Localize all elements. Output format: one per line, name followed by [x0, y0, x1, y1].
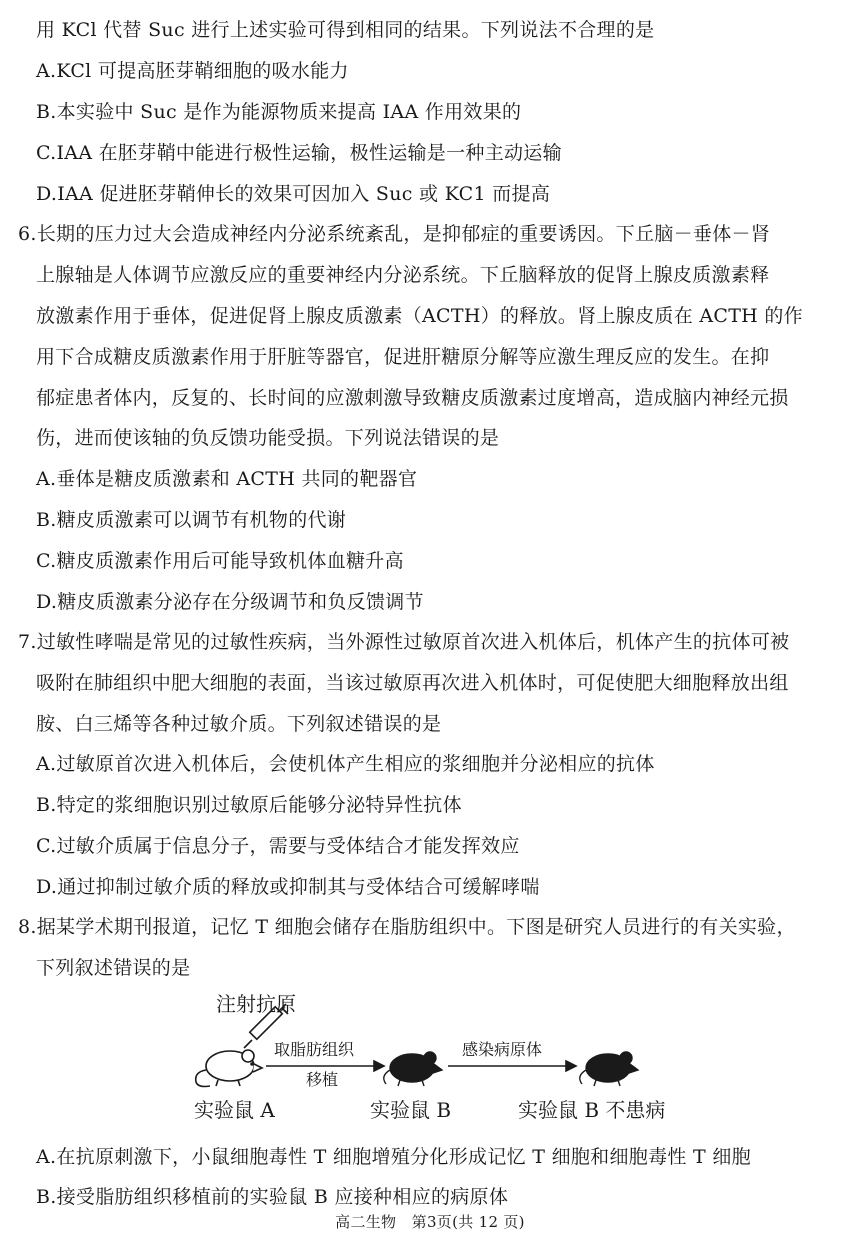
- question-6-option-b: B.糖皮质激素可以调节有机物的代谢: [36, 509, 347, 531]
- mouse-a-label: 实验鼠 A: [194, 1098, 275, 1122]
- question-6-option-d: D.糖皮质激素分泌存在分级调节和负反馈调节: [36, 591, 424, 613]
- question-5-stem-end: 用 KCl 代替 Suc 进行上述实验可得到相同的结果。下列说法不合理的是: [36, 19, 655, 41]
- transplant-label-2: 移植: [306, 1070, 339, 1089]
- question-7-option-a: A.过敏原首次进入机体后，会使机体产生相应的浆细胞并分泌相应的抗体: [36, 753, 655, 775]
- question-8-stem: 8.据某学术期刊报道，记忆 T 细胞会储存在脂肪组织中。下图是研究人员进行的有关实验，: [18, 916, 796, 938]
- question-6-stem-line: 伤，进而使该轴的负反馈功能受损。下列说法错误的是: [36, 427, 500, 449]
- question-6-option-a: A.垂体是糖皮质激素和 ACTH 共同的靶器官: [36, 468, 418, 490]
- black-mouse-icon: [580, 1052, 638, 1086]
- question-8-option-b: B.接受脂肪组织移植前的实验鼠 B 应接种相应的病原体: [36, 1186, 509, 1208]
- mouse-b-result-label: 实验鼠 B 不患病: [518, 1098, 666, 1122]
- arrow-infect: [448, 1061, 576, 1071]
- inject-antigen-label: 注射抗原: [216, 992, 296, 1016]
- question-8-option-a: A.在抗原刺激下，小鼠细胞毒性 T 细胞增殖分化形成记忆 T 细胞和细胞毒性 T 细胞: [36, 1146, 751, 1168]
- infect-label: 感染病原体: [462, 1040, 543, 1059]
- question-7-stem: 7.过敏性哮喘是常见的过敏性疾病，当外源性过敏原首次进入机体后，机体产生的抗体可被: [18, 631, 790, 653]
- question-6-stem-line: 放激素作用于垂体，促进促肾上腺皮质激素（ACTH）的释放。肾上腺皮质在 ACTH 的作: [36, 305, 803, 327]
- question-6-stem-line: 郁症患者体内，反复的、长时间的应激刺激导致糖皮质激素过度增高，造成脑内神经元损: [36, 387, 789, 409]
- question-7-option-d: D.通过抑制过敏介质的释放或抑制其与受体结合可缓解哮喘: [36, 876, 540, 898]
- question-6-option-c: C.糖皮质激素作用后可能导致机体血糖升高: [36, 550, 404, 572]
- white-mouse-icon: [196, 1050, 262, 1087]
- transplant-label: 取脂肪组织: [274, 1040, 355, 1059]
- question-8-stem-line: 下列叙述错误的是: [36, 957, 191, 979]
- question-5-option-b: B.本实验中 Suc 是作为能源物质来提高 IAA 作用效果的: [36, 101, 522, 123]
- mouse-b-label: 实验鼠 B: [370, 1098, 452, 1122]
- black-mouse-icon: [384, 1052, 442, 1086]
- question-6-stem-line: 上腺轴是人体调节应激反应的重要神经内分泌系统。下丘脑释放的促肾上腺皮质激素释: [36, 264, 770, 286]
- question-6-stem: 6.长期的压力过大会造成神经内分泌系统紊乱，是抑郁症的重要诱因。下丘脑－垂体－肾: [18, 223, 771, 245]
- page-footer: 高二生物 第3页(共 12 页): [335, 1213, 525, 1231]
- question-5-option-d: D.IAA 促进胚芽鞘伸长的效果可因加入 Suc 或 KC1 而提高: [36, 183, 551, 205]
- question-7-option-b: B.特定的浆细胞识别过敏原后能够分泌特异性抗体: [36, 794, 462, 816]
- question-7-stem-line: 吸附在肺组织中肥大细胞的表面，当该过敏原再次进入机体时，可促使肥大细胞释放出组: [36, 672, 789, 694]
- question-6-stem-line: 用下合成糖皮质激素作用于肝脏等器官，促进肝糖原分解等应激生理反应的发生。在抑: [36, 346, 770, 368]
- experiment-figure: [190, 990, 710, 1130]
- question-7-option-c: C.过敏介质属于信息分子，需要与受体结合才能发挥效应: [36, 835, 520, 857]
- question-7-stem-line: 胺、白三烯等各种过敏介质。下列叙述错误的是: [36, 713, 442, 735]
- question-5-option-c: C.IAA 在胚芽鞘中能进行极性运输，极性运输是一种主动运输: [36, 142, 562, 164]
- question-5-option-a: A.KCl 可提高胚芽鞘细胞的吸水能力: [36, 60, 349, 82]
